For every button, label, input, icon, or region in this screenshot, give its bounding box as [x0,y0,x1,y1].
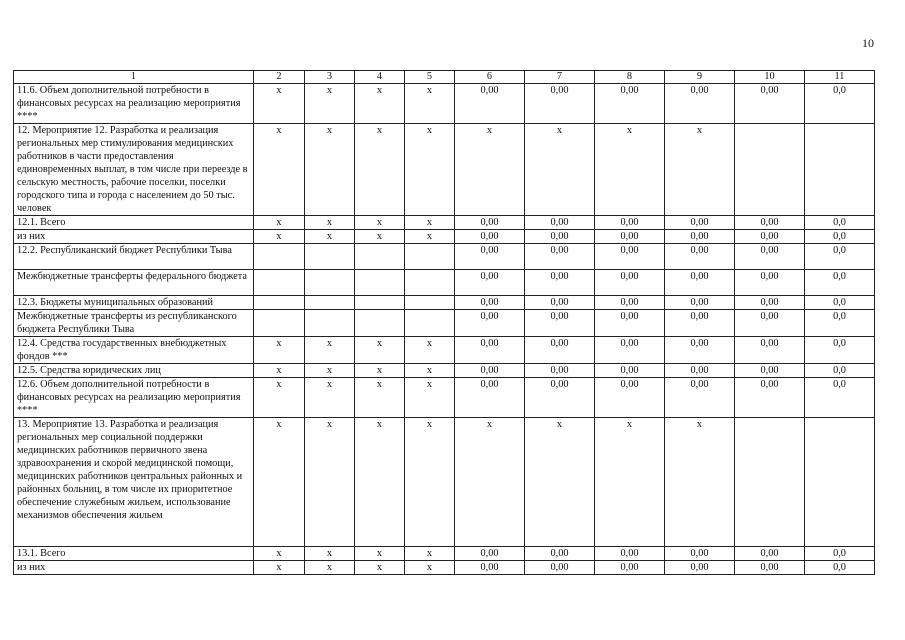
table-cell: 0,00 [595,296,665,310]
table-cell: 0,00 [665,337,735,364]
table-cell: х [254,124,305,216]
header-cell: 10 [735,71,805,84]
header-cell: 8 [595,71,665,84]
table-cell: 0,0 [805,296,875,310]
table-cell: х [254,337,305,364]
table-cell: х [305,561,355,575]
table-cell [405,296,455,310]
table-cell: 0,00 [595,378,665,418]
table-cell: х [254,364,305,378]
table-cell: х [525,418,595,547]
table-cell [735,124,805,216]
table-cell: х [305,216,355,230]
header-cell: 9 [665,71,735,84]
table-cell: х [305,378,355,418]
table-cell: х [595,124,665,216]
table-cell [405,310,455,337]
table-cell: 0,00 [595,337,665,364]
table-cell [305,310,355,337]
table-row [14,84,875,124]
table-cell: 0,00 [665,378,735,418]
table-cell: 0,00 [735,216,805,230]
table-cell: 0,00 [595,364,665,378]
page-number: 10 [862,36,874,50]
table-cell: 0,0 [805,230,875,244]
table-cell: х [405,230,455,244]
table-cell [355,296,405,310]
table-cell: 0,00 [525,230,595,244]
table-header-row [14,71,875,84]
table-cell: 0,00 [735,364,805,378]
table-cell [405,270,455,296]
row-label: из них [14,561,254,575]
table-cell [735,418,805,547]
table-cell: х [254,378,305,418]
table-cell: 0,00 [455,378,525,418]
header-cell: 7 [525,71,595,84]
table-cell: 0,00 [665,230,735,244]
table-cell: 0,00 [665,296,735,310]
table-cell: 0,00 [525,296,595,310]
table-cell: х [355,378,405,418]
table-cell [805,124,875,216]
table-cell: х [405,337,455,364]
table-cell: х [305,84,355,124]
table-cell: 0,00 [665,216,735,230]
table-cell: 0,0 [805,244,875,270]
table-cell: 0,00 [665,561,735,575]
table-cell: х [455,418,525,547]
table-cell: х [355,418,405,547]
table-cell: 0,00 [525,216,595,230]
table-cell [305,270,355,296]
table-cell: х [355,547,405,561]
table-cell: 0,00 [455,230,525,244]
table-cell: 0,00 [595,230,665,244]
table-cell: 0,00 [455,244,525,270]
table-cell: 0,0 [805,337,875,364]
table-row [14,561,875,575]
table-cell [254,244,305,270]
budget-table [13,70,875,575]
table-cell: 0,00 [735,378,805,418]
table-row [14,364,875,378]
table-cell: 0,00 [735,337,805,364]
table-cell: 0,00 [455,310,525,337]
header-cell: 2 [254,71,305,84]
table-cell: 0,00 [455,561,525,575]
table-cell: 0,00 [735,244,805,270]
table-row [14,244,875,270]
table-cell: 0,0 [805,561,875,575]
table-cell: х [254,418,305,547]
table-cell: 0,0 [805,270,875,296]
table-cell: х [305,337,355,364]
row-label: 12.2. Республиканский бюджет Республики Тыва [14,244,254,270]
table-cell: 0,00 [595,84,665,124]
table-cell: х [355,84,405,124]
table-cell [305,296,355,310]
table-cell [305,244,355,270]
table-cell: 0,00 [665,364,735,378]
row-label: 12.3. Бюджеты муниципальных образований [14,296,254,310]
row-label: Межбюджетные трансферты федерального бюджета [14,270,254,296]
table-cell: х [305,547,355,561]
table-cell: 0,00 [455,364,525,378]
table-cell: 0,0 [805,364,875,378]
table-cell: х [355,124,405,216]
table-cell: 0,00 [735,561,805,575]
table-cell: 0,00 [665,84,735,124]
table-cell: 0,00 [735,296,805,310]
table-cell [254,310,305,337]
table-cell: 0,00 [455,547,525,561]
table-cell: 0,00 [595,561,665,575]
table-cell: х [355,364,405,378]
table-row [14,310,875,337]
table-cell: х [405,547,455,561]
table-cell: х [405,216,455,230]
table-row [14,378,875,418]
table-cell: х [405,418,455,547]
table-cell: 0,00 [525,547,595,561]
table-cell [254,270,305,296]
table-cell: х [405,124,455,216]
table-cell: х [305,230,355,244]
table-cell: х [455,124,525,216]
row-label: 12. Мероприятие 12. Разработка и реализация региональных мер стимулирования медицинских работников в части предоставления единовременных выплат, в том числе при переезде в сельскую местность, рабочие поселки, поселки городского типа и города с населением до 50 тыс. человек [14,124,254,216]
header-cell: 5 [405,71,455,84]
table-cell [254,296,305,310]
table-cell: 0,00 [735,270,805,296]
table-cell: 0,0 [805,310,875,337]
table-cell: 0,00 [525,270,595,296]
table-cell: 0,00 [525,84,595,124]
table-cell: 0,00 [525,378,595,418]
table-cell: 0,00 [735,310,805,337]
table-cell: х [665,124,735,216]
table-cell: х [355,216,405,230]
table-cell: 0,00 [595,216,665,230]
table-cell: х [405,84,455,124]
table-cell: х [525,124,595,216]
table-cell [805,418,875,547]
header-cell: 4 [355,71,405,84]
row-label: из них [14,230,254,244]
table-row [14,270,875,296]
table-cell: 0,0 [805,216,875,230]
table-cell: 0,00 [525,561,595,575]
table-cell: 0,00 [455,84,525,124]
table-cell: 0,00 [665,547,735,561]
table-cell: 0,00 [455,337,525,364]
table-cell: 0,00 [735,230,805,244]
table-row [14,216,875,230]
header-cell: 11 [805,71,875,84]
row-label: 13.1. Всего [14,547,254,561]
table-cell: 0,00 [455,270,525,296]
row-label: 12.5. Средства юридических лиц [14,364,254,378]
table-cell: х [405,378,455,418]
table-cell: 0,00 [595,310,665,337]
table-cell: х [305,364,355,378]
table-cell [355,270,405,296]
table-cell: х [405,561,455,575]
table-cell: 0,00 [665,310,735,337]
table-cell: 0,00 [735,84,805,124]
table-row [14,296,875,310]
row-label: 12.1. Всего [14,216,254,230]
table-cell: х [595,418,665,547]
table-cell: х [355,337,405,364]
table-cell: 0,00 [525,244,595,270]
table-cell [405,244,455,270]
table-cell: 0,00 [525,310,595,337]
table-cell: 0,00 [665,244,735,270]
table-cell: 0,00 [595,244,665,270]
table-row [14,230,875,244]
table-cell: х [254,84,305,124]
table-cell: х [355,561,405,575]
header-cell: 6 [455,71,525,84]
table-cell: 0,0 [805,547,875,561]
row-label: 11.6. Объем дополнительной потребности в финансовых ресурсах на реализацию мероприятия **** [14,84,254,124]
table-cell: х [305,124,355,216]
row-label: Межбюджетные трансферты из республиканского бюджета Республики Тыва [14,310,254,337]
table-cell: 0,0 [805,84,875,124]
row-label: 12.6. Объем дополнительной потребности в финансовых ресурсах на реализацию мероприятия **** [14,378,254,418]
table-cell: 0,00 [595,547,665,561]
table-cell: х [305,418,355,547]
row-label: 12.4. Средства государственных внебюджетных фондов *** [14,337,254,364]
table-cell: 0,00 [665,270,735,296]
table-cell: х [665,418,735,547]
table-row [14,124,875,216]
row-label: 13. Мероприятие 13. Разработка и реализация региональных мер социальной поддержки медицинских работников первичного звена здравоохранения и скорой медицинской помощи, медицинских работников центральных районных и районных больниц, в том числе их приоритетное обеспечение служебным жильем, использование механизмов обеспечения жильем [14,418,254,547]
table-cell: х [355,230,405,244]
table-cell: 0,00 [455,296,525,310]
table-cell: 0,00 [735,547,805,561]
table-row [14,418,875,547]
header-cell: 1 [14,71,254,84]
table-row [14,547,875,561]
table-cell: х [405,364,455,378]
table-cell: 0,00 [525,364,595,378]
table-cell: 0,00 [525,337,595,364]
table-row [14,337,875,364]
table-cell: 0,00 [595,270,665,296]
header-cell: 3 [305,71,355,84]
table-cell: х [254,561,305,575]
table-cell [355,244,405,270]
table-cell: 0,0 [805,378,875,418]
table-cell: 0,00 [455,216,525,230]
table-cell: х [254,230,305,244]
table-cell [355,310,405,337]
table-cell: х [254,547,305,561]
table-cell: х [254,216,305,230]
